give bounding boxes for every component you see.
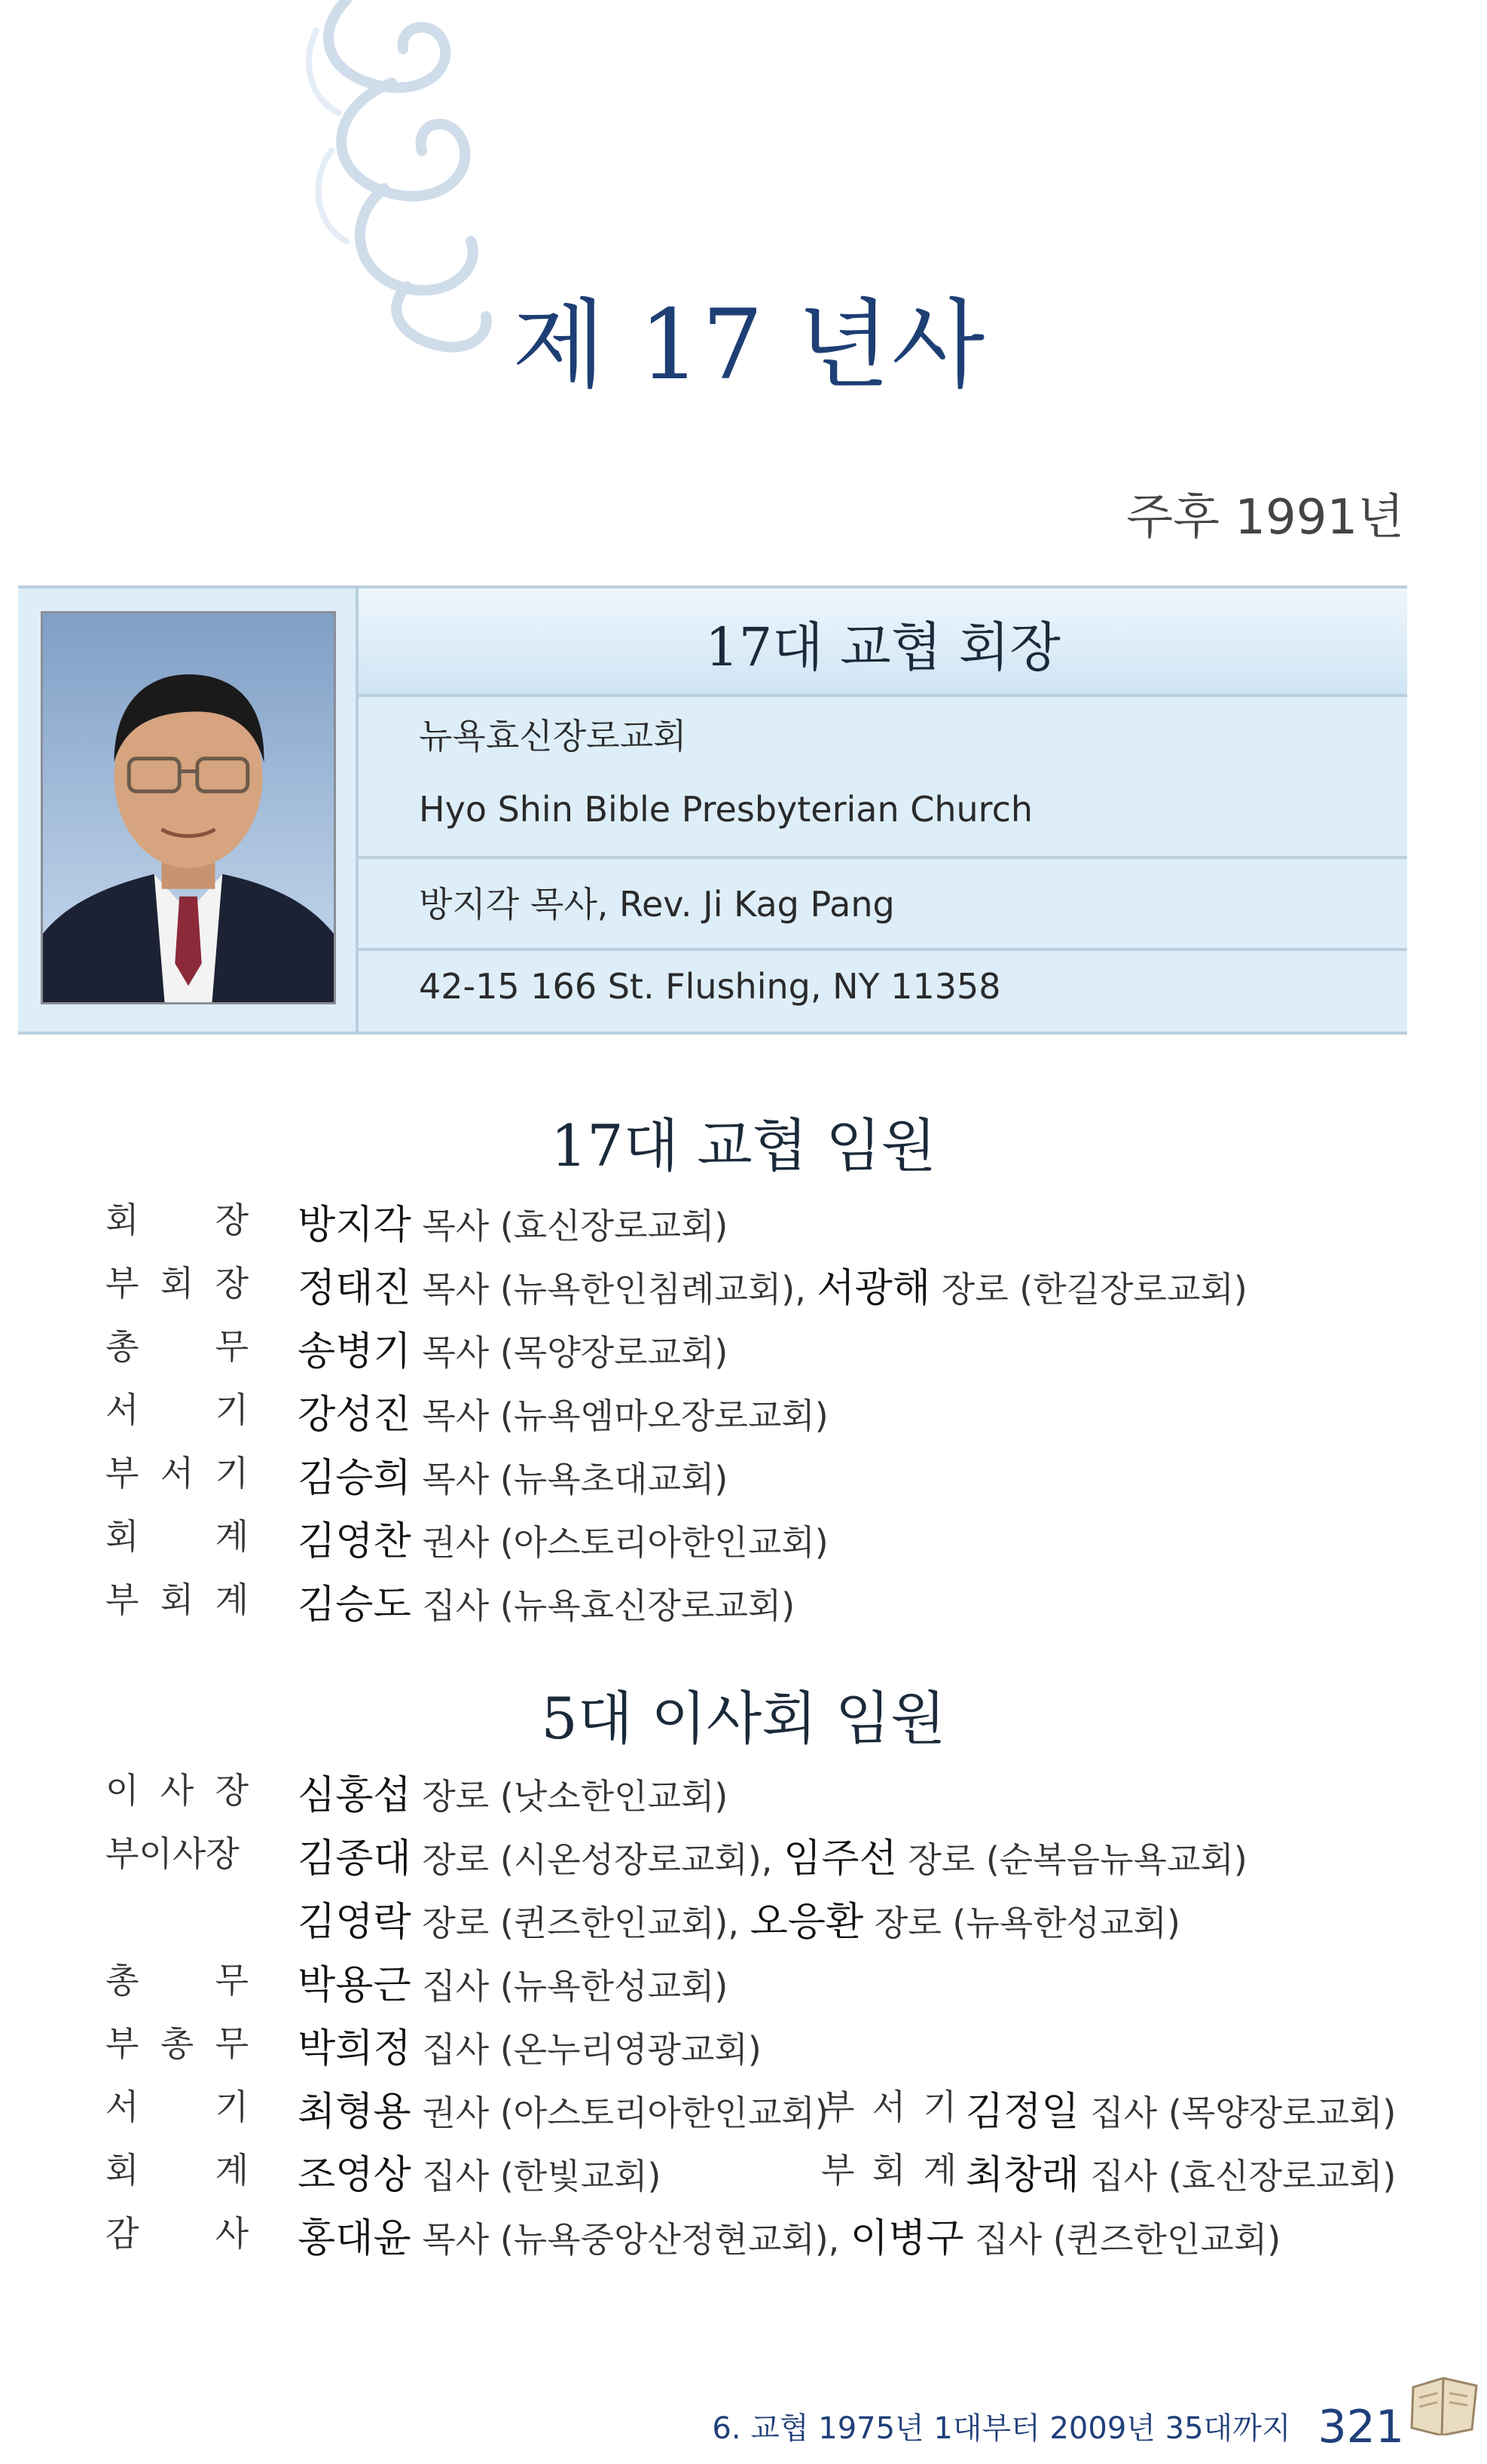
officer-entry [298,1256,1247,1313]
officer-row [0,1383,1487,1443]
row-divider [359,948,1407,951]
row-divider [359,856,1407,859]
officer-entry [298,2206,1281,2263]
footer-text: 6. 교협 1975년 1대부터 2009년 35대까지 [712,2411,1291,2446]
person-name: 김영락 [298,1900,411,1945]
officer-row [0,2206,1487,2267]
officer-entry [298,1763,728,1820]
person-name: 송병기 [298,1329,411,1374]
officer-row [0,1446,1487,1506]
person-title-church: 장로 (퀸즈한인교회), [411,1903,750,1943]
role-label: 총 무 [105,1960,249,2001]
person-title-church: 목사 (뉴욕한인침례교회), [411,1269,817,1310]
role-label: 부 서 기 [105,1453,249,1493]
officer-entry [966,2080,1396,2136]
officer-row [0,2016,1487,2077]
person-name: 김승도 [298,1582,411,1628]
person-name: 서광해 [817,1266,931,1311]
person-name: 방지각 [298,1203,411,1248]
page-number: 321 [1318,2401,1404,2453]
officer-entry [298,2080,829,2136]
person-name: 최창래 [966,2153,1079,2198]
person-name: 조영상 [298,2153,411,2198]
person-name: 정태진 [298,1266,411,1311]
role-label: 서 기 [105,2086,249,2127]
person-name: 오응환 [750,1900,864,1945]
person-title-church: 장로 (한길장로교회) [930,1269,1247,1310]
role-label: 서 기 [105,1389,249,1430]
person-name: 김영찬 [298,1519,411,1564]
person-title-church: 집사 (목양장로교회) [1079,2093,1397,2133]
role-label: 감 사 [105,2213,249,2254]
officer-row [0,1256,1487,1316]
officer-entry [298,1509,829,1566]
officer-row [0,1319,1487,1380]
president-heading: 17대 교협 회장 [705,616,1061,678]
officer-entry [298,1383,829,1439]
officers-title: 17대 교협 임원 [550,1112,937,1179]
role-label: 회 계 [105,2150,249,2190]
person-title-church: 집사 (뉴욕한성교회) [411,1966,728,2007]
person-title-church: 목사 (목양장로교회) [411,1332,728,1373]
officer-entry [298,1446,728,1503]
person-title-church: 권사 (아스토리아한인교회) [411,1522,829,1563]
church-korean: 뉴욕효신장로교회 [419,716,687,757]
person-title-church: 집사 (뉴욕효신장로교회) [411,1585,795,1626]
role-label: 부 총 무 [105,2023,249,2064]
role-label: 회 계 [105,1516,249,1557]
person-title-church: 장로 (시온성장로교회), [411,1839,784,1880]
person-title-church: 집사 (효신장로교회) [1079,2156,1397,2197]
officer-row [0,2143,1487,2203]
person-name: 김정일 [966,2090,1079,2135]
person-title-church: 장로 (뉴욕한성교회) [863,1903,1180,1943]
church-english: Hyo Shin Bible Presbyterian Church [419,789,1034,830]
person-title-church: 목사 (뉴욕엠마오장로교회) [411,1396,829,1436]
officer-entry [298,1890,1180,1946]
officer-entry [298,1193,728,1249]
role-label: 부 회 장 [105,1263,249,1304]
officer-row [0,1193,1487,1253]
page-footer [712,2401,1404,2453]
officer-entry [966,2143,1396,2200]
person-title-church: 목사 (효신장로교회) [411,1206,728,1246]
officer-row [0,1763,1487,1824]
photo-cell [18,588,359,1032]
role-label: 부 회 계 [821,2150,957,2190]
person-name: 이병구 [850,2216,964,2261]
officer-entry [298,1319,728,1376]
officer-row [0,1509,1487,1570]
president-card [18,585,1407,1035]
role-label: 이 사 장 [105,1770,249,1811]
page-title: 제 17 년사 [512,289,987,402]
person-title-church: 장로 (순복음뉴욕교회) [896,1839,1247,1880]
book-icon [1409,2372,1481,2435]
person-name: 최형용 [298,2090,411,2135]
portrait-image [43,613,334,1002]
officer-row [0,1573,1487,1633]
president-photo [41,611,336,1004]
person-title-church: 집사 (한빛교회) [411,2156,661,2197]
person-title-church: 집사 (퀸즈한인교회) [963,2219,1281,2260]
scroll-ornament [301,0,497,354]
person-name: 심홍섭 [298,1773,411,1818]
officer-entry [298,1953,728,2010]
board-title: 5대 이사회 임원 [541,1685,946,1752]
person-title-church: 장로 (낫소한인교회) [411,1776,728,1817]
officer-entry [298,2143,661,2200]
officer-entry [298,1827,1247,1883]
role-label: 부 회 계 [105,1579,249,1620]
officer-row [0,1953,1487,2013]
person-name: 임주선 [783,1836,897,1882]
card-heading [359,588,1407,697]
person-title-church: 목사 (뉴욕초대교회) [411,1459,728,1499]
president-address: 42-15 166 St. Flushing, NY 11358 [419,966,1001,1007]
president-name: 방지각 목사, Rev. Ji Kag Pang [419,884,895,925]
person-title-church: 권사 (아스토리아한인교회) [411,2093,829,2133]
person-name: 홍대윤 [298,2216,411,2261]
role-label: 회 장 [105,1200,249,1240]
person-title-church: 집사 (온누리영광교회) [411,2029,762,2070]
year-label: 주후 1991년 [1126,490,1404,546]
person-title-church: 목사 (뉴욕중앙산정현교회), [411,2219,850,2260]
role-label: 부 서 기 [821,2086,957,2127]
officer-entry [298,1573,795,1629]
person-name: 박희정 [298,2026,411,2071]
person-name: 박용근 [298,1963,411,2008]
person-name: 김승희 [298,1456,411,1501]
role-label: 부이사장 [105,1833,240,1874]
officer-row [0,2080,1487,2140]
officer-row [0,1890,1487,1950]
officer-entry [298,2016,762,2073]
officer-row [0,1827,1487,1887]
person-name: 강성진 [298,1392,411,1438]
person-name: 김종대 [298,1836,411,1882]
role-label: 총 무 [105,1326,249,1367]
